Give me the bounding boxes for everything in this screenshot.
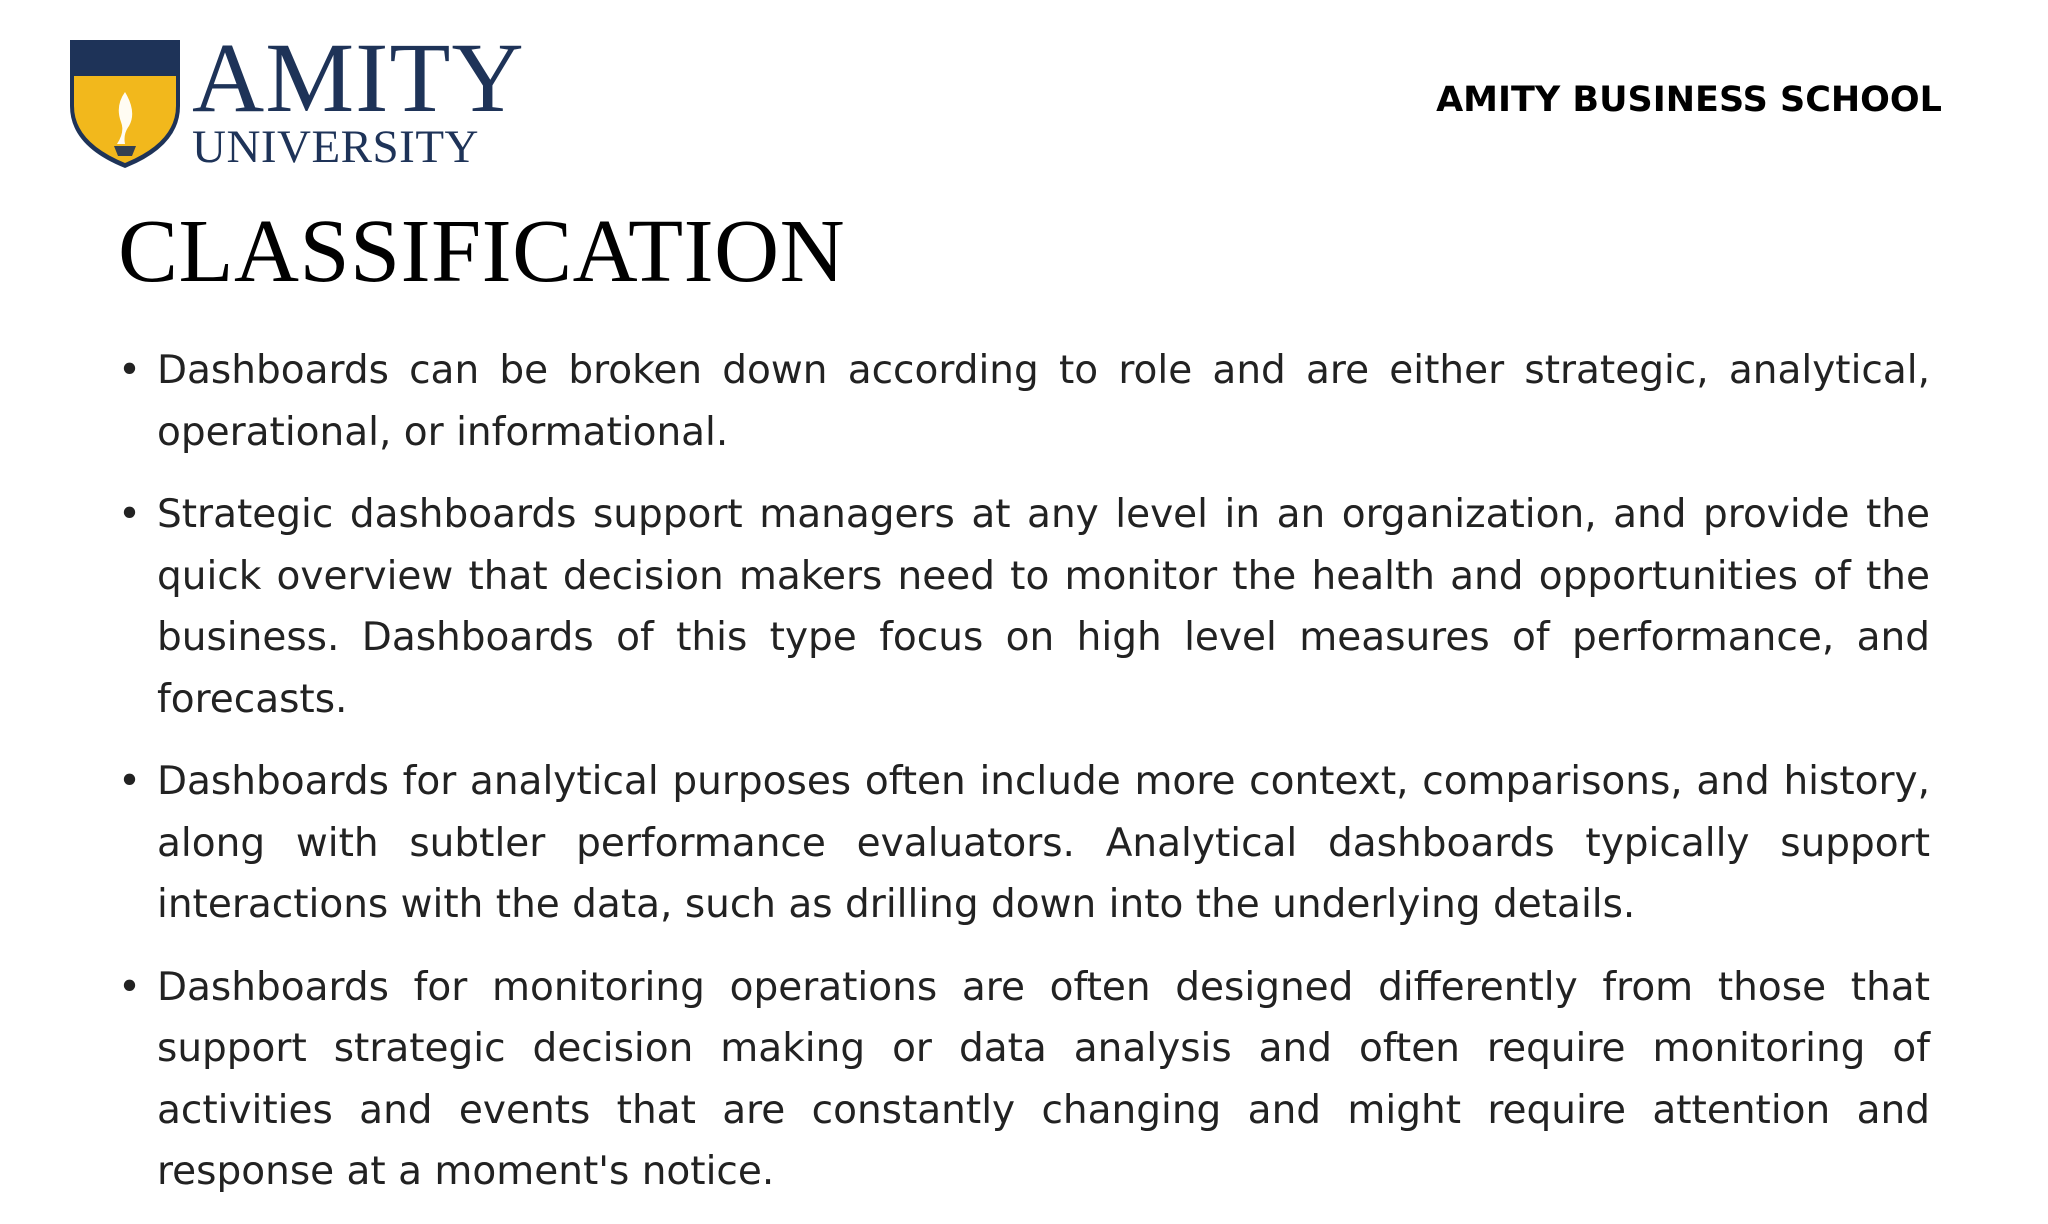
bullet-list (118, 340, 1930, 1224)
bullet-dot: • (118, 964, 142, 1010)
bullet-item (118, 957, 1930, 1203)
logo-word-amity: AMITY (192, 22, 525, 133)
bullet-item (118, 340, 1930, 463)
bullet-item (118, 751, 1930, 936)
logo-word-university: UNIVERSITY (192, 121, 479, 173)
bullet-text: Dashboards for monitoring operations are often designed differently from those that support strategic decision making or data analysis and often require monitoring of activities and events that are constantly changing and might require attention and response at a moment's notice. (157, 964, 1930, 1194)
logo-wordmark (192, 22, 525, 173)
bullet-dot: • (118, 348, 142, 393)
bullet-dot: • (118, 492, 142, 537)
bullet-text: Strategic dashboards support managers at any level in an organization, and provide the quick overview that decision makers need to monitor the health and opportunities of the business. Dashboards of this type focus on high level measures of performance, and forecasts. (157, 492, 1930, 722)
bullet-item (118, 484, 1930, 730)
school-name: AMITY BUSINESS SCHOOL (1436, 80, 1942, 120)
amity-university-logo (66, 22, 525, 173)
shield-crest-icon (66, 34, 184, 170)
slide-title: CLASSIFICATION (118, 202, 846, 301)
bullet-text: Dashboards for analytical purposes often include more context, comparisons, and history, along with subtler performance evaluators. Analytical dashboards typically support interactions with the data, such as drilling down into the underlying details. (157, 759, 1930, 927)
bullet-dot: • (118, 759, 142, 804)
bullet-text: Dashboards can be broken down according to role and are either strategic, analytical, operational, or informational. (157, 348, 1930, 455)
